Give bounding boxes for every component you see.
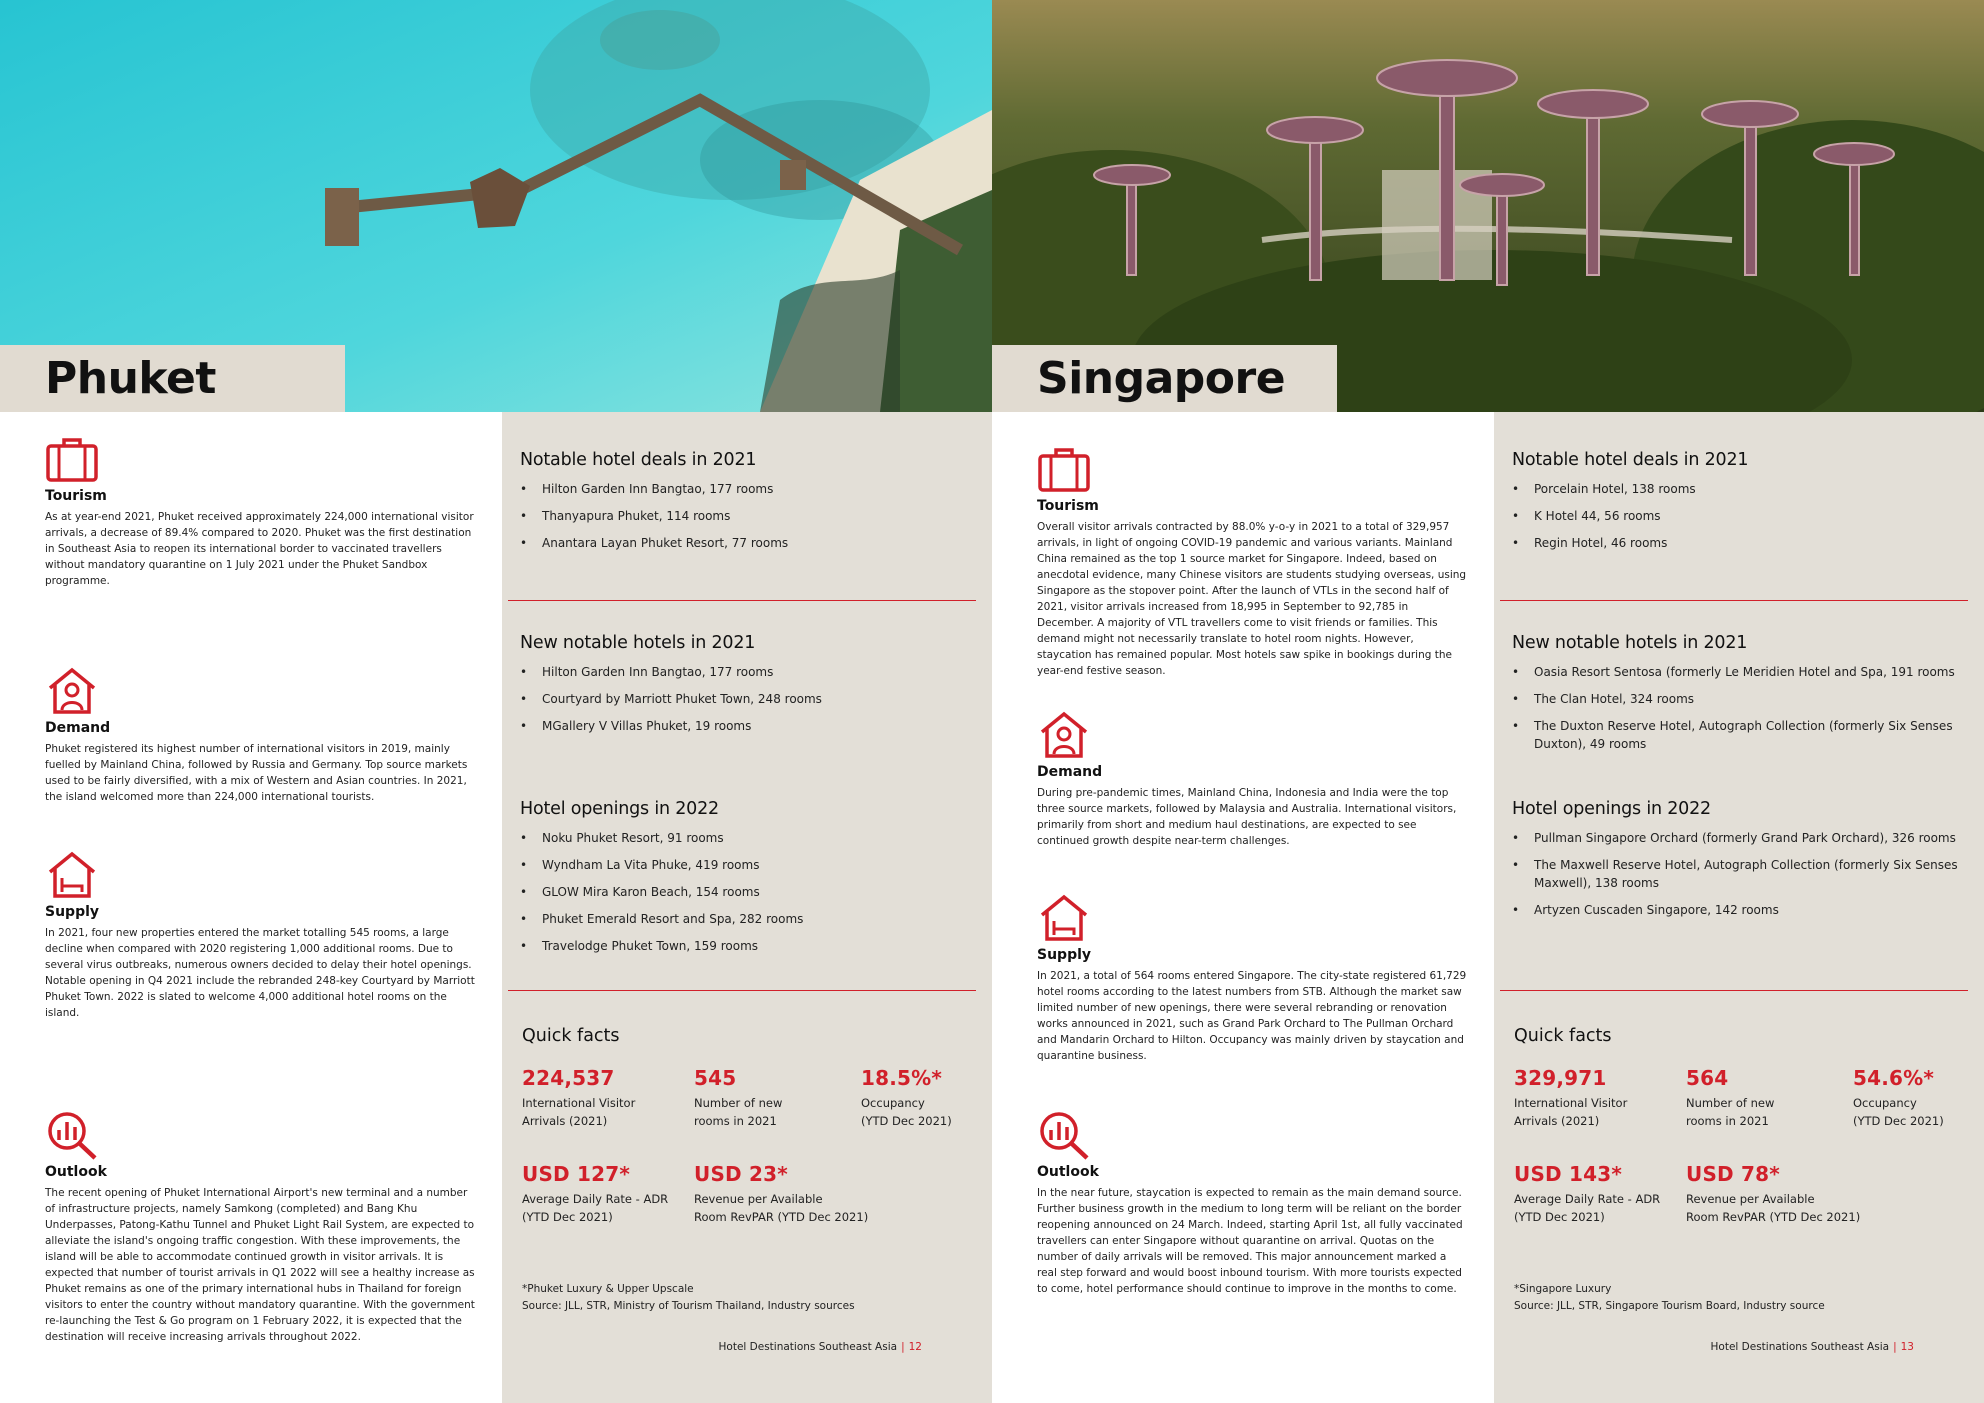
section-divider [508,600,976,601]
source-line: Source: JLL, STR, Singapore Tourism Board, Industry source [1514,1300,1825,1312]
openings-heading: Hotel openings in 2022 [1512,799,1711,819]
footnote [522,1281,855,1315]
fact-visitor-arrivals [1514,1066,1684,1130]
fact-label: Revenue per Available [694,1192,823,1206]
fact-value: 54.6%* [1853,1066,1935,1090]
fact-label: Number of new [1686,1096,1775,1110]
magnifier-chart-icon [45,1110,99,1160]
suitcase-icon [1037,444,1091,494]
list-item: • GLOW Mira Karon Beach, 154 rooms [520,883,975,901]
demand-block [1037,710,1467,849]
fact-label: Occupancy [861,1096,925,1110]
fact-visitor-arrivals [522,1066,692,1130]
list-item: • The Duxton Reserve Hotel, Autograph Collection (formerly Six Senses Duxton), 49 rooms [1512,717,1967,753]
supply-block [45,850,475,1021]
page-title: Phuket [45,353,216,404]
fact-value: USD 127* [522,1162,631,1186]
demand-heading: Demand [1037,764,1103,780]
page-footer: Hotel Destinations Southeast Asia | 12 [718,1341,922,1353]
list-item: • MGallery V Villas Phuket, 19 rooms [520,717,975,735]
supply-heading: Supply [45,904,100,920]
supply-heading: Supply [1037,947,1092,963]
notable-deals-heading: Notable hotel deals in 2021 [1512,450,1749,470]
list-item: • Noku Phuket Resort, 91 rooms [520,829,975,847]
tourism-heading: Tourism [45,488,107,504]
outlook-block [45,1110,475,1345]
fact-label: Average Daily Rate - ADR [1514,1192,1661,1206]
fact-revpar [1686,1162,1886,1226]
outlook-block [1037,1110,1467,1297]
supply-text: In 2021, four new properties entered the market totalling 545 rooms, a large decline when compared with 2020 registering 1,000 additional rooms. Due to several virus outbreaks, numerous owners decided to delay their hotel openings. Notable opening in Q4 2021 include the rebranded 248-key Courtyard by Marriott Phuket Town. 2022 is slated to welcome 4,000 additional hotel rooms on the island. [45,927,475,1019]
tourism-block [1037,444,1467,679]
fact-label: rooms in 2021 [1686,1114,1769,1128]
fact-new-rooms [694,1066,864,1130]
new-hotels-section [1512,633,1967,762]
footnote-line: *Singapore Luxury [1514,1283,1612,1295]
list-item: • Hilton Garden Inn Bangtao, 177 rooms [520,480,975,498]
title-box-phuket [0,345,345,412]
supply-block [1037,893,1467,1064]
source-line: Source: JLL, STR, Ministry of Tourism Thailand, Industry sources [522,1300,855,1312]
list-item: • Hilton Garden Inn Bangtao, 177 rooms [520,663,975,681]
fact-occupancy [1853,1066,1978,1130]
house-person-icon [45,666,99,716]
fact-adr [1514,1162,1684,1226]
fact-value: 18.5%* [861,1066,943,1090]
outlook-text: In the near future, staycation is expected to remain as the main demand source. Further business growth in the medium to long term will be reliant on the border reopening announced on 24 March. Indeed, starting April 1st, all fully vaccinated travellers can enter Singapore without quarantine on arrival. Quotas on the number of daily arrivals will be removed. This major announcement marked a real step forward and would boost inbound tourism. With more tourists expected to come, hotel performance should continue to improve in the months to come. [1037,1187,1463,1295]
page-number: 13 [1900,1341,1914,1353]
fact-label: International Visitor [1514,1096,1628,1110]
fact-label: Arrivals (2021) [1514,1114,1600,1128]
fact-adr [522,1162,692,1226]
list-item: • Thanyapura Phuket, 114 rooms [520,507,975,525]
section-divider [1500,600,1968,601]
fact-label: (YTD Dec 2021) [1853,1114,1944,1128]
title-box-singapore [992,345,1337,412]
notable-deals-list [520,480,975,552]
fact-value: 545 [694,1066,737,1090]
fact-value: 224,537 [522,1066,615,1090]
list-item: • Courtyard by Marriott Phuket Town, 248 rooms [520,690,975,708]
openings-list [1512,829,1967,919]
house-person-icon [1037,710,1091,760]
new-hotels-list [1512,663,1967,753]
house-bed-icon [45,850,99,900]
new-hotels-heading: New notable hotels in 2021 [1512,633,1748,653]
fact-label: (YTD Dec 2021) [522,1210,613,1224]
fact-value: USD 143* [1514,1162,1623,1186]
quick-facts-heading: Quick facts [522,1026,620,1046]
fact-label: Average Daily Rate - ADR [522,1192,669,1206]
section-divider [508,990,976,991]
suitcase-icon [45,434,99,484]
openings-section [520,799,975,964]
hotel-info-panel [502,412,992,1403]
list-item: • The Clan Hotel, 324 rooms [1512,690,1967,708]
list-item: • The Maxwell Reserve Hotel, Autograph Collection (formerly Six Senses Maxwell), 138 rooms [1512,856,1967,892]
tourism-text: Overall visitor arrivals contracted by 88.0% y-o-y in 2021 to a total of 329,957 arrivals, in light of ongoing COVID-19 pandemic and various variants. Mainland China remained as the top 1 source market for Singapore. Indeed, based on anecdotal evidence, many Chinese visitors are students studying overseas, using Singapore as the stopover point. After the launch of VTLs in the second half of 2021, visitor arrivals increased from 18,995 in September to 92,785 in December. A majority of VTL travellers come to visit friends or families. This demand might not necessarily translate to hotel room nights. However, staycation has remained popular. Most hotels saw spike in bookings during the year-end festive season. [1037,521,1467,677]
fact-label: rooms in 2021 [694,1114,777,1128]
hotel-info-panel [1494,412,1984,1403]
fact-new-rooms [1686,1066,1856,1130]
footnote-line: *Phuket Luxury & Upper Upscale [522,1283,694,1295]
notable-deals-section [520,450,975,561]
new-hotels-section [520,633,975,744]
list-item: • Pullman Singapore Orchard (formerly Grand Park Orchard), 326 rooms [1512,829,1967,847]
section-divider [1500,990,1968,991]
page-label: Hotel Destinations Southeast Asia [1710,1341,1890,1353]
demand-block [45,666,475,805]
page-footer: Hotel Destinations Southeast Asia | 13 [1710,1341,1914,1353]
fact-value: 564 [1686,1066,1729,1090]
fact-label: Arrivals (2021) [522,1114,608,1128]
list-item: • Travelodge Phuket Town, 159 rooms [520,937,975,955]
demand-heading: Demand [45,720,111,736]
fact-label: Room RevPAR (YTD Dec 2021) [694,1210,869,1224]
fact-label: Number of new [694,1096,783,1110]
list-item: • Artyzen Cuscaden Singapore, 142 rooms [1512,901,1967,919]
outlook-heading: Outlook [1037,1164,1099,1180]
openings-heading: Hotel openings in 2022 [520,799,719,819]
fact-value: USD 23* [694,1162,788,1186]
fact-label: International Visitor [522,1096,636,1110]
tourism-heading: Tourism [1037,498,1099,514]
fact-value: USD 78* [1686,1162,1780,1186]
notable-deals-list [1512,480,1967,552]
magnifier-chart-icon [1037,1110,1091,1160]
new-hotels-list [520,663,975,735]
list-item: • Regin Hotel, 46 rooms [1512,534,1967,552]
list-item: • Anantara Layan Phuket Resort, 77 rooms [520,534,975,552]
page-title: Singapore [1037,353,1286,404]
fact-label: Revenue per Available [1686,1192,1815,1206]
outlook-text: The recent opening of Phuket International Airport's new terminal and a number of infrastructure projects, namely Samkong (completed) and Bang Khu Underpasses, Patong-Kathu Tunnel and Phuket Light Rail System, are expected to alleviate the island's ongoing traffic congestion. With these improvements, the island will be able to accommodate continued growth in visitor arrivals. It is expected that number of tourist arrivals in Q1 2022 will see a healthy increase as Phuket remains as one of the primary international hubs in Thailand for foreign visitors to enter the country without mandatory quarantine. With the government re-launching the Test & Go program on 1 February 2022, it is expected that the destination will receive increasing arrivals throughout 2022. [45,1187,475,1343]
list-item: • Wyndham La Vita Phuke, 419 rooms [520,856,975,874]
fact-revpar [694,1162,894,1226]
fact-label: (YTD Dec 2021) [861,1114,952,1128]
page-label: Hotel Destinations Southeast Asia [718,1341,898,1353]
footnote [1514,1281,1825,1315]
fact-label: Occupancy [1853,1096,1917,1110]
openings-section [1512,799,1967,928]
fact-label: Room RevPAR (YTD Dec 2021) [1686,1210,1861,1224]
page-singapore [992,0,1984,1403]
fact-value: 329,971 [1514,1066,1607,1090]
list-item: • Oasia Resort Sentosa (formerly Le Meridien Hotel and Spa, 191 rooms [1512,663,1967,681]
openings-list [520,829,975,955]
list-item: • Phuket Emerald Resort and Spa, 282 rooms [520,910,975,928]
tourism-block [45,434,475,589]
demand-text: Phuket registered its highest number of international visitors in 2019, mainly fuelled by Mainland China, followed by Russia and Germany. Top source markets used to be fairly diversified, with a mix of Western and Asian countries. In 2021, the island welcomed more than 224,000 international tourists. [45,743,468,803]
list-item: • K Hotel 44, 56 rooms [1512,507,1967,525]
fact-label: (YTD Dec 2021) [1514,1210,1605,1224]
notable-deals-section [1512,450,1967,561]
tourism-text: As at year-end 2021, Phuket received approximately 224,000 international visitor arrivals, a decrease of 89.4% compared to 2020. Phuket was the first destination in Southeast Asia to reopen its international border to vaccinated travellers without mandatory quarantine on 1 July 2021 under the Phuket Sandbox programme. [45,511,474,587]
list-item: • Porcelain Hotel, 138 rooms [1512,480,1967,498]
notable-deals-heading: Notable hotel deals in 2021 [520,450,757,470]
outlook-heading: Outlook [45,1164,107,1180]
supply-text: In 2021, a total of 564 rooms entered Singapore. The city-state registered 61,729 hotel rooms according to the latest numbers from STB. Although the market saw limited number of new openings, there were several rebranding or renovation works announced in 2021, such as Grand Park Orchard to The Pullman Orchard and Mandarin Orchard to Hilton. Occupancy was mainly driven by staycation and quarantine business. [1037,970,1467,1062]
new-hotels-heading: New notable hotels in 2021 [520,633,756,653]
fact-occupancy [861,1066,986,1130]
demand-text: During pre-pandemic times, Mainland China, Indonesia and India were the top three source markets, followed by Malaysia and Australia. International visitors, primarily from short and medium haul destinations, are expected to see continued growth despite near-term challenges. [1037,787,1457,847]
quick-facts-heading: Quick facts [1514,1026,1612,1046]
house-bed-icon [1037,893,1091,943]
page-number: 12 [908,1341,922,1353]
